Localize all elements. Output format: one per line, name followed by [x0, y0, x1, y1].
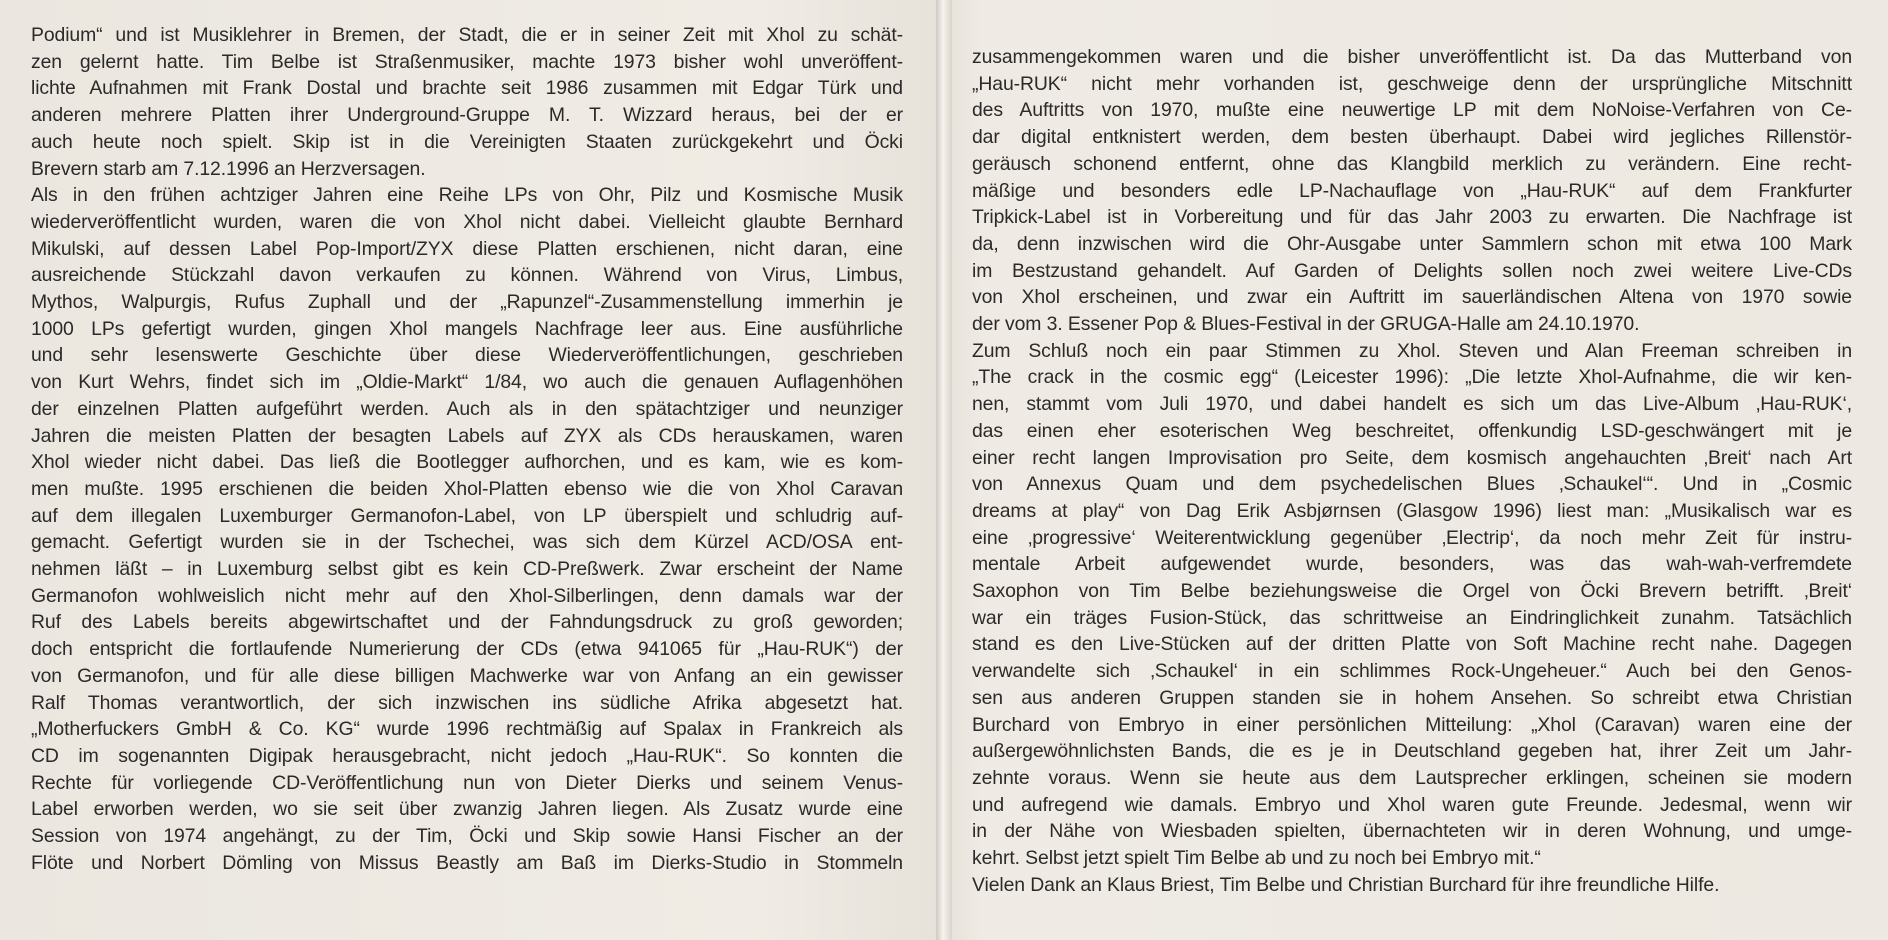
text-line: auf dem illegalen Luxemburger Germanofon-Label, von LP überspielt und schludrig auf-	[31, 504, 903, 527]
text-line: Germanofon wohlweislich nicht mehr auf den Xhol-Silberlingen, denn damals war der	[31, 584, 903, 607]
text-line: zen gelernt hatte. Tim Belbe ist Straßenmusiker, machte 1973 bisher wohl unveröffent-	[31, 50, 903, 73]
text-line: mäßige und besonders edle LP-Nachauflage von „Hau-RUK“ auf dem Frankfurter	[972, 179, 1852, 202]
text-line: Rechte für vorliegende CD-Veröffentlichung nun von Dieter Dierks und seinem Venus-	[31, 771, 903, 794]
text-line: in der Nähe von Wiesbaden spielten, übernachteten wir in deren Wohnung, und umge-	[972, 820, 1852, 843]
text-line: von Xhol erscheinen, und zwar ein Auftritt im sauerländischen Altena von 1970 sowie	[972, 286, 1852, 309]
text-line: men mußte. 1995 erschienen die beiden Xhol-Platten ebenso wie die von Xhol Caravan	[31, 477, 903, 500]
text-line: der vom 3. Essener Pop & Blues-Festival in der GRUGA-Halle am 24.10.1970.	[972, 313, 1640, 336]
text-line: Ralf Thomas verantwortlich, der sich inzwischen ins südliche Afrika abgesetzt hat.	[31, 691, 903, 714]
text-line: 1000 LPs gefertigt wurden, gingen Xhol mangels Nachfrage leer aus. Eine ausführliche	[31, 317, 903, 340]
text-line: sen aus anderen Gruppen standen sie in hohem Ansehen. So schreibt etwa Christian	[972, 686, 1852, 709]
text-line: und sehr lesenswerte Geschichte über diese Wiederveröffentlichungen, geschrieben	[31, 344, 903, 367]
text-line: gemacht. Gefertigt wurden sie in der Tschechei, was sich dem Kürzel ACD/OSA ent-	[31, 531, 903, 554]
text-line: nehmen läßt – in Luxemburg selbst gibt es kein CD-Preßwerk. Zwar erscheint der Name	[31, 558, 903, 581]
text-line: wiederveröffentlicht wurden, waren die von Xhol nicht dabei. Vielleicht glaubte Bernhard	[31, 210, 903, 233]
text-line: geräusch schonend entfernt, ohne das Klangbild merklich zu verändern. Eine recht-	[972, 152, 1852, 175]
text-line: zehnte voraus. Wenn sie heute aus dem Lautsprecher erklingen, scheinen sie modern	[972, 766, 1852, 789]
text-line: dar digital entknistert werden, dem besten überhaupt. Dabei wird jegliches Rillenstör-	[972, 126, 1852, 149]
text-line: Als in den frühen achtziger Jahren eine Reihe LPs von Ohr, Pilz und Kosmische Musik	[31, 184, 903, 207]
text-line: Burchard von Embryo in einer persönlichen Mitteilung: „Xhol (Caravan) waren eine der	[972, 713, 1852, 736]
text-line: Label erworben werden, wo sie seit über zwanzig Jahren liegen. Als Zusatz wurde eine	[31, 798, 903, 821]
text-line: Mikulski, auf dessen Label Pop-Import/ZYX diese Platten erschienen, nicht daran, eine	[31, 237, 903, 260]
text-line: Xhol wieder nicht dabei. Das ließ die Bootlegger aufhorchen, und es kam, wie es kom-	[31, 451, 903, 474]
text-line: dreams at play“ von Dag Erik Asbjørnsen (Glasgow 1996) liest man: „Musikalisch war es	[972, 499, 1852, 522]
text-line: anderen mehrere Platten ihrer Underground-Gruppe M. T. Wizzard heraus, bei der er	[31, 104, 903, 127]
text-line: „Hau-RUK“ nicht mehr vorhanden ist, geschweige denn der ursprüngliche Mitschnitt	[972, 72, 1852, 95]
text-line: mentale Arbeit aufgewendet wurde, besonders, was das wah-wah-verfremdete	[972, 553, 1852, 576]
text-line: des Auftritts von 1970, mußte eine neuwertige LP mit dem NoNoise-Verfahren von Ce-	[972, 99, 1852, 122]
text-line: doch entspricht die fortlaufende Numerierung der CDs (etwa 941065 für „Hau-RUK“) der	[31, 638, 903, 661]
text-line: von Germanofon, und für alle diese billigen Machwerke war von Anfang an ein gewisser	[31, 664, 903, 687]
text-line: stand es den Live-Stücken auf der dritten Platte von Soft Machine recht nahe. Dagegen	[972, 633, 1852, 656]
text-line: Saxophon von Tim Belbe beziehungsweise die Orgel von Öcki Brevern betrifft. ‚Breit‘	[972, 580, 1852, 603]
right-text-column	[972, 44, 1852, 899]
text-line: Zum Schluß noch ein paar Stimmen zu Xhol. Steven und Alan Freeman schreiben in	[972, 339, 1852, 362]
left-page	[0, 0, 936, 940]
text-line: nen, stammt vom Juli 1970, und dabei handelt es sich um das Live-Album ‚Hau-RUK‘,	[972, 393, 1852, 416]
left-text-column	[31, 22, 903, 877]
text-line: Brevern starb am 7.12.1996 an Herzversagen.	[31, 157, 426, 180]
text-line: kehrt. Selbst jetzt spielt Tim Belbe ab und zu noch bei Embryo mit.“	[972, 847, 1541, 870]
text-line: von Kurt Wehrs, findet sich im „Oldie-Markt“ 1/84, wo auch die genauen Auflagenhöhen	[31, 371, 903, 394]
text-line: von Annexus Quam und dem psychedelischen Blues ‚Schaukel‘“. Und in „Cosmic	[972, 473, 1852, 496]
text-line: da, denn inzwischen wird die Ohr-Ausgabe unter Sammlern schon mit etwa 100 Mark	[972, 232, 1852, 255]
text-line: ausreichende Stückzahl davon verkaufen zu können. Während von Virus, Limbus,	[31, 264, 903, 287]
text-line: das einen eher esoterischen Weg beschreitet, offenkundig LSD-geschwängert mit je	[972, 419, 1852, 442]
text-line: CD im sogenannten Digipak herausgebracht, nicht jedoch „Hau-RUK“. So konnten die	[31, 744, 903, 767]
right-page	[952, 0, 1888, 940]
text-line: „Motherfuckers GmbH & Co. KG“ wurde 1996 rechtmäßig auf Spalax in Frankreich als	[31, 718, 903, 741]
text-line: außergewöhnlichsten Bands, die es je in Deutschland gegeben hat, ihrer Zeit um Jahr-	[972, 740, 1852, 763]
text-line: Flöte und Norbert Dömling von Missus Beastly am Baß im Dierks-Studio in Stommeln	[31, 851, 903, 874]
text-line: war ein träges Fusion-Stück, das schrittweise an Eindringlichkeit zunahm. Tatsächlich	[972, 606, 1852, 629]
text-line: und aufregend wie damals. Embryo und Xhol waren gute Freunde. Jedesmal, wenn wir	[972, 793, 1852, 816]
text-line: der einzelnen Platten aufgeführt werden. Auch als in den spätachtziger und neunziger	[31, 397, 903, 420]
text-line: Session von 1974 angehängt, zu der Tim, Öcki und Skip sowie Hansi Fischer an der	[31, 825, 903, 848]
text-line: lichte Aufnahmen mit Frank Dostal und brachte seit 1986 zusammen mit Edgar Türk und	[31, 77, 903, 100]
text-line: eine ‚progressive‘ Weiterentwicklung gegenüber ‚Electrip‘, da noch mehr Zeit für instru-	[972, 526, 1852, 549]
text-line: auch heute noch spielt. Skip ist in die Vereinigten Staaten zurückgekehrt und Öcki	[31, 130, 903, 153]
text-line: im Bestzustand gehandelt. Auf Garden of Delights sollen noch zwei weitere Live-CDs	[972, 259, 1852, 282]
text-line: Jahren die meisten Platten der besagten Labels auf ZYX als CDs herauskamen, waren	[31, 424, 903, 447]
text-line: Vielen Dank an Klaus Briest, Tim Belbe und Christian Burchard für ihre freundliche Hilfe.	[972, 873, 1720, 896]
text-line: verwandelte sich ‚Schaukel‘ in ein schlimmes Rock-Ungeheuer.“ Auch bei den Genos-	[972, 660, 1852, 683]
text-line: einer recht langen Improvisation pro Seite, dem kosmisch angehauchten ‚Breit‘ nach Art	[972, 446, 1852, 469]
text-line: Podium“ und ist Musiklehrer in Bremen, der Stadt, die er in seiner Zeit mit Xhol zu schät-	[31, 24, 903, 46]
text-line: Tripkick-Label ist in Vorbereitung und für das Jahr 2003 zu erwarten. Die Nachfrage ist	[972, 206, 1852, 229]
text-line: Ruf des Labels bereits abgewirtschaftet und der Fahndungsdruck zu groß geworden;	[31, 611, 903, 634]
text-line: Mythos, Walpurgis, Rufus Zuphall und der „Rapunzel“-Zusammenstellung immerhin je	[31, 291, 903, 314]
text-line: „The crack in the cosmic egg“ (Leicester 1996): „Die letzte Xhol-Aufnahme, die wir ken-	[972, 366, 1852, 389]
book-gutter	[936, 0, 952, 940]
text-line: zusammengekommen waren und die bisher unveröffentlicht ist. Da das Mutterband von	[972, 46, 1852, 68]
